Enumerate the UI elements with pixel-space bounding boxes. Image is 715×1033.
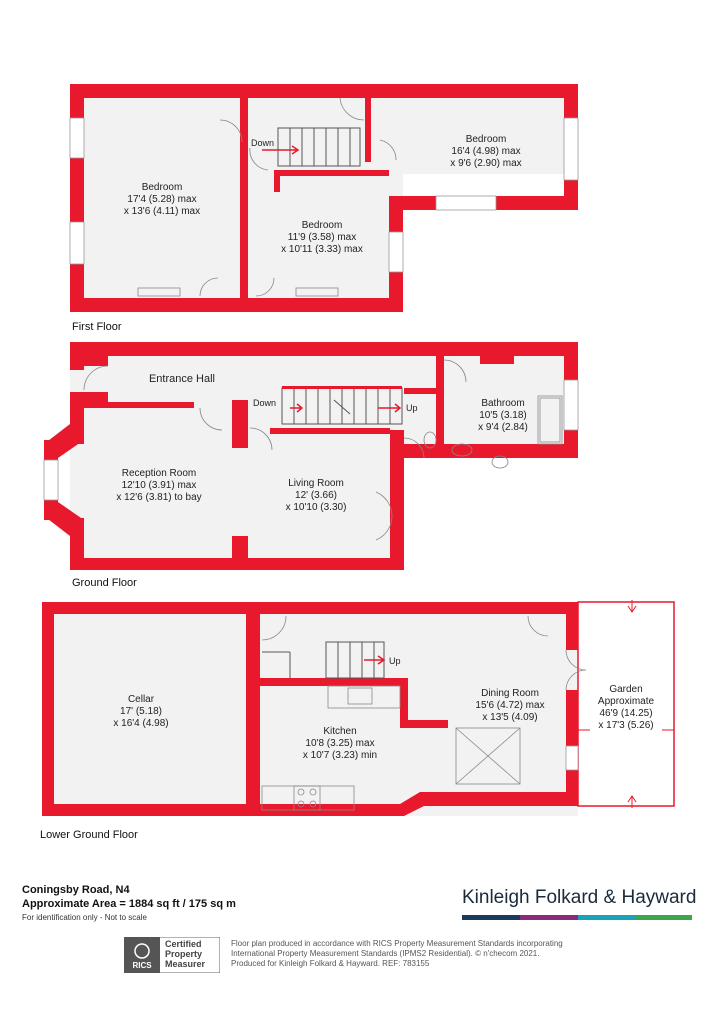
agent-brand-name: Kinleigh Folkard & Hayward — [462, 887, 697, 908]
garden-dims3: x 17'3 (5.26) — [598, 720, 654, 731]
first-floor-bedroom-3-dims2: x 9'6 (2.90) max — [450, 158, 522, 169]
rics-logo-text: RICS — [132, 961, 152, 970]
brand-bar-purple — [520, 915, 578, 920]
approximate-area: Approximate Area = 1884 sq ft / 175 sq m — [22, 898, 236, 910]
garden-dims: Approximate — [597, 696, 655, 707]
first-floor-bedroom-1-dims2: x 13'6 (4.11) max — [123, 206, 201, 217]
bathroom-dims2: x 9'4 (2.84) — [478, 422, 528, 433]
reception-room-dims2: x 12'6 (3.81) to bay — [116, 492, 202, 503]
brand-bar-teal — [578, 915, 636, 920]
dining-room-dims: 15'6 (4.72) max — [475, 700, 545, 711]
kitchen-name: Kitchen — [323, 726, 357, 737]
entrance-hall-name: Entrance Hall — [148, 373, 216, 385]
living-room-dims: 12' (3.66) — [295, 490, 337, 501]
rics-certified-line1: Certified — [165, 939, 202, 949]
disclaimer — [231, 939, 611, 969]
lower-ground-floor-stairs-up-label: Up — [389, 656, 401, 666]
property-address: Coningsby Road, N4 — [22, 884, 130, 896]
disclaimer-line2: International Property Measurement Standards (IPMS2 Residential). © n'checom 2021. — [231, 949, 540, 958]
brand-bar-green — [636, 915, 692, 920]
ground-floor — [44, 342, 578, 570]
living-room-dims2: x 10'10 (3.30) — [285, 502, 347, 513]
kitchen-dims: 10'8 (3.25) max — [305, 738, 375, 749]
lower-ground-floor-label: Lower Ground Floor — [40, 829, 138, 841]
cellar-name: Cellar — [127, 694, 155, 705]
first-floor-bedroom-2-name: Bedroom — [301, 220, 343, 231]
ground-floor-stairs-up-label: Up — [406, 403, 418, 413]
dining-room-name: Dining Room — [481, 688, 539, 699]
bathroom-dims: 10'5 (3.18) — [479, 410, 527, 421]
ground-floor-outside-area — [400, 458, 578, 570]
dining-room-dims2: x 13'5 (4.09) — [482, 712, 538, 723]
disclaimer-line1: Floor plan produced in accordance with RICS Property Measurement Standards incorporating — [231, 939, 563, 948]
identification-note: For identification only - Not to scale — [22, 913, 147, 922]
kitchen-dims2: x 10'7 (3.23) min — [302, 750, 378, 761]
first-floor-bedroom-2-area — [248, 174, 403, 312]
first-floor-bedroom-2-dims: 11'9 (3.58) max — [287, 232, 357, 243]
reception-room-dims: 12'10 (3.91) max — [121, 480, 197, 491]
ground-floor-stairs-down-label: Down — [253, 398, 277, 408]
brand-bar-navy — [462, 915, 520, 920]
garden-dims2: 46'9 (14.25) — [599, 708, 653, 719]
living-room-name: Living Room — [288, 478, 344, 489]
first-floor-bedroom-3-name: Bedroom — [465, 134, 507, 145]
lower-ground-floor-windows — [566, 746, 578, 770]
rics-certified-line2: Property — [165, 949, 203, 959]
ground-floor-label: Ground Floor — [72, 577, 137, 589]
cellar-dims2: x 16'4 (4.98) — [113, 718, 169, 729]
first-floor-bedroom-2-dims2: x 10'11 (3.33) max — [281, 244, 363, 255]
first-floor-bedroom-1-dims: 17'4 (5.28) max — [127, 194, 197, 205]
bathroom-name: Bathroom — [481, 398, 525, 409]
reception-room-name: Reception Room — [121, 468, 197, 479]
first-floor-stairs-label: Down — [251, 138, 275, 148]
cellar-dims: 17' (5.18) — [120, 706, 162, 717]
first-floor-bedroom-3-dims: 16'4 (4.98) max — [451, 146, 521, 157]
first-floor-label: First Floor — [72, 321, 122, 333]
first-floor-bedroom-1-name: Bedroom — [141, 182, 183, 193]
ground-floor-stair-rail — [282, 386, 402, 389]
disclaimer-line3: Produced for Kinleigh Folkard & Hayward. REF: 783155 — [231, 959, 430, 968]
garden-name: Garden — [609, 684, 643, 695]
rics-certified-line3: Measurer — [165, 959, 206, 969]
